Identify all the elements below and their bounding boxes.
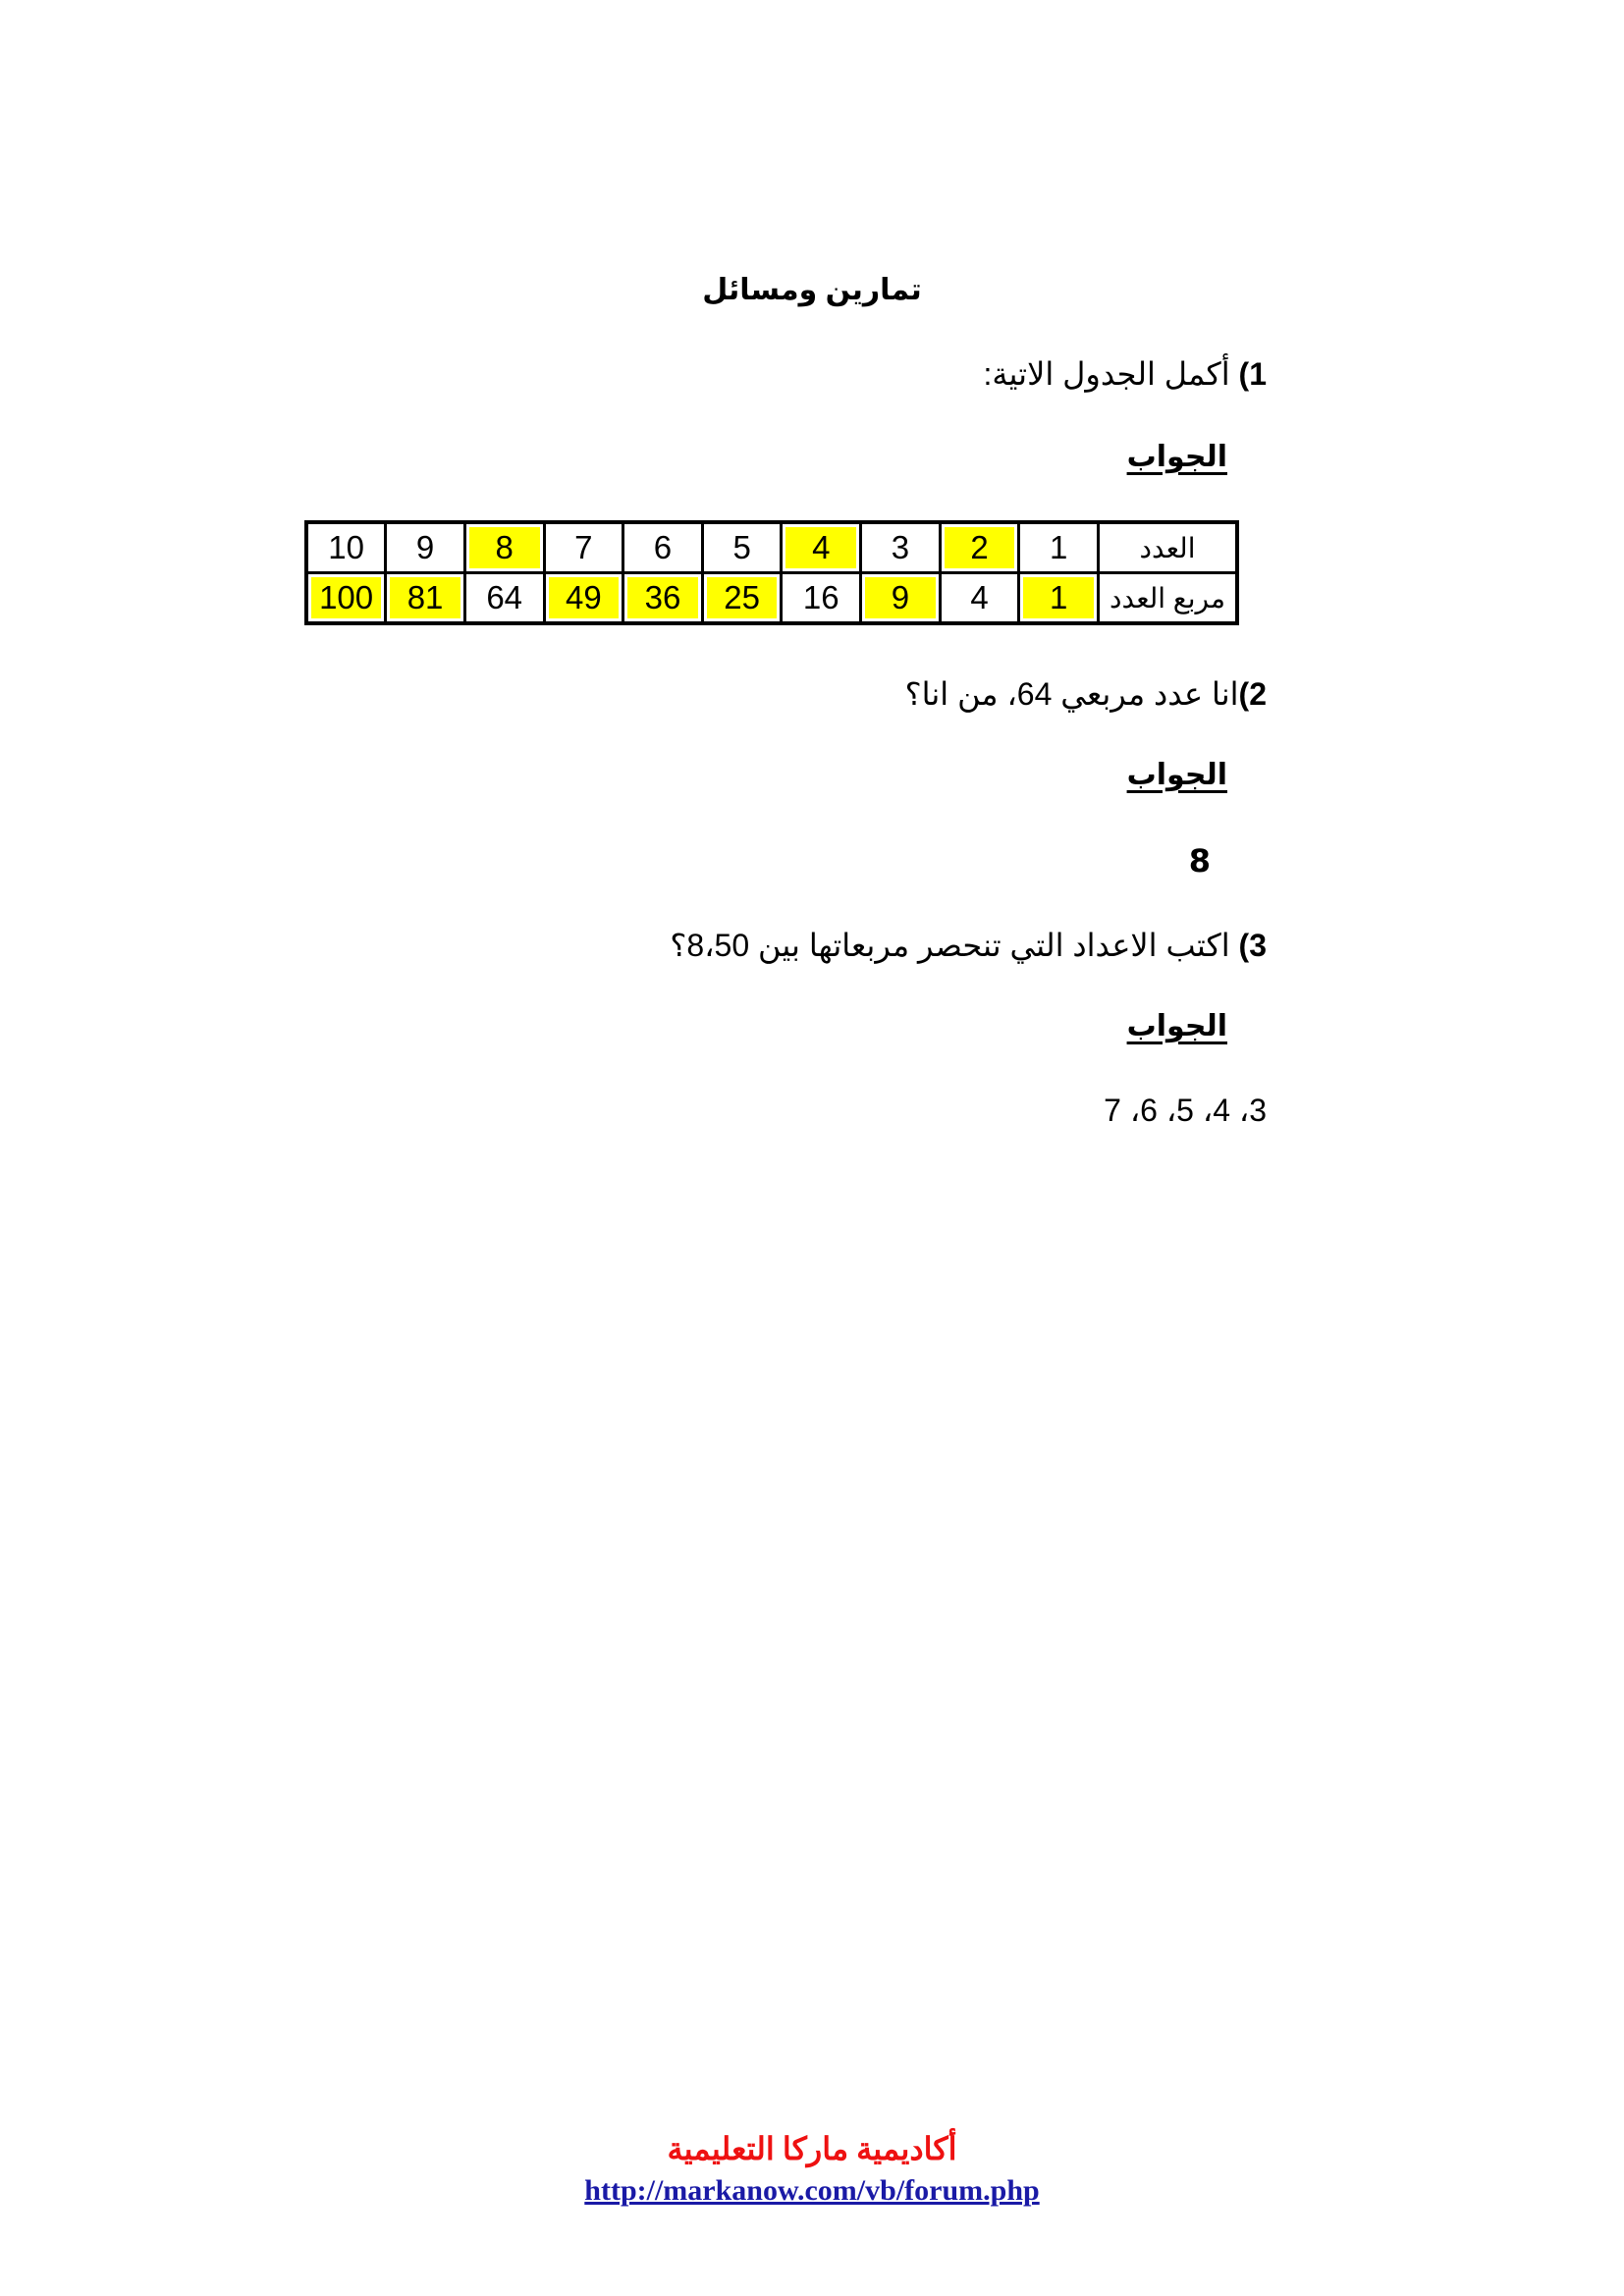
table-cell: 6 — [623, 522, 703, 573]
table-cell: 49 — [544, 573, 623, 624]
answer-3-value: 3، 4، 5، 6، 7 — [1104, 1093, 1267, 1128]
question-2-number: 2) — [1238, 676, 1267, 712]
table-cell: 10 — [306, 522, 386, 573]
footer-academy-name: أكاديمية ماركا التعليمية — [667, 2131, 957, 2166]
row-header-square: مربع العدد — [1099, 573, 1238, 624]
table-cell: 8 — [464, 522, 544, 573]
answer-label-3: الجواب — [1126, 1010, 1227, 1042]
table-cell: 1 — [1019, 573, 1099, 624]
table-cell: 3 — [861, 522, 941, 573]
page-title: تمارين ومسائل — [702, 274, 922, 306]
table-cell: 4 — [940, 573, 1019, 624]
table-cell: 64 — [464, 573, 544, 624]
table-cell: 9 — [386, 522, 465, 573]
table-row-numbers — [306, 522, 1237, 573]
answer-label-2: الجواب — [1126, 759, 1227, 791]
question-3-text: اكتب الاعداد التي تنحصر مربعاتها بين 8،50؟ — [670, 928, 1239, 963]
answer-label-1: الجواب — [1126, 441, 1227, 473]
question-3-number: 3) — [1238, 928, 1267, 963]
question-1-number: 1) — [1238, 356, 1267, 392]
question-1 — [285, 355, 1267, 393]
footer-forum-link[interactable]: http://markanow.com/vb/forum.php — [584, 2174, 1040, 2207]
table-cell: 25 — [702, 573, 782, 624]
table-cell: 9 — [861, 573, 941, 624]
table-cell: 2 — [940, 522, 1019, 573]
question-3 — [285, 927, 1267, 964]
question-2 — [285, 675, 1267, 713]
table-cell: 7 — [544, 522, 623, 573]
answer-2-value: 8 — [1188, 842, 1211, 880]
table-cell: 5 — [702, 522, 782, 573]
question-2-text: انا عدد مربعي 64، من انا؟ — [904, 676, 1239, 712]
table-cell: 16 — [782, 573, 861, 624]
question-1-text: أكمل الجدول الاتية: — [983, 356, 1239, 392]
row-header-number: العدد — [1099, 522, 1238, 573]
table-cell: 4 — [782, 522, 861, 573]
table-row-squares — [306, 573, 1237, 624]
table-cell: 1 — [1019, 522, 1099, 573]
table-cell: 100 — [306, 573, 386, 624]
table-cell: 36 — [623, 573, 703, 624]
squares-table — [304, 520, 1239, 625]
table-cell: 81 — [386, 573, 465, 624]
